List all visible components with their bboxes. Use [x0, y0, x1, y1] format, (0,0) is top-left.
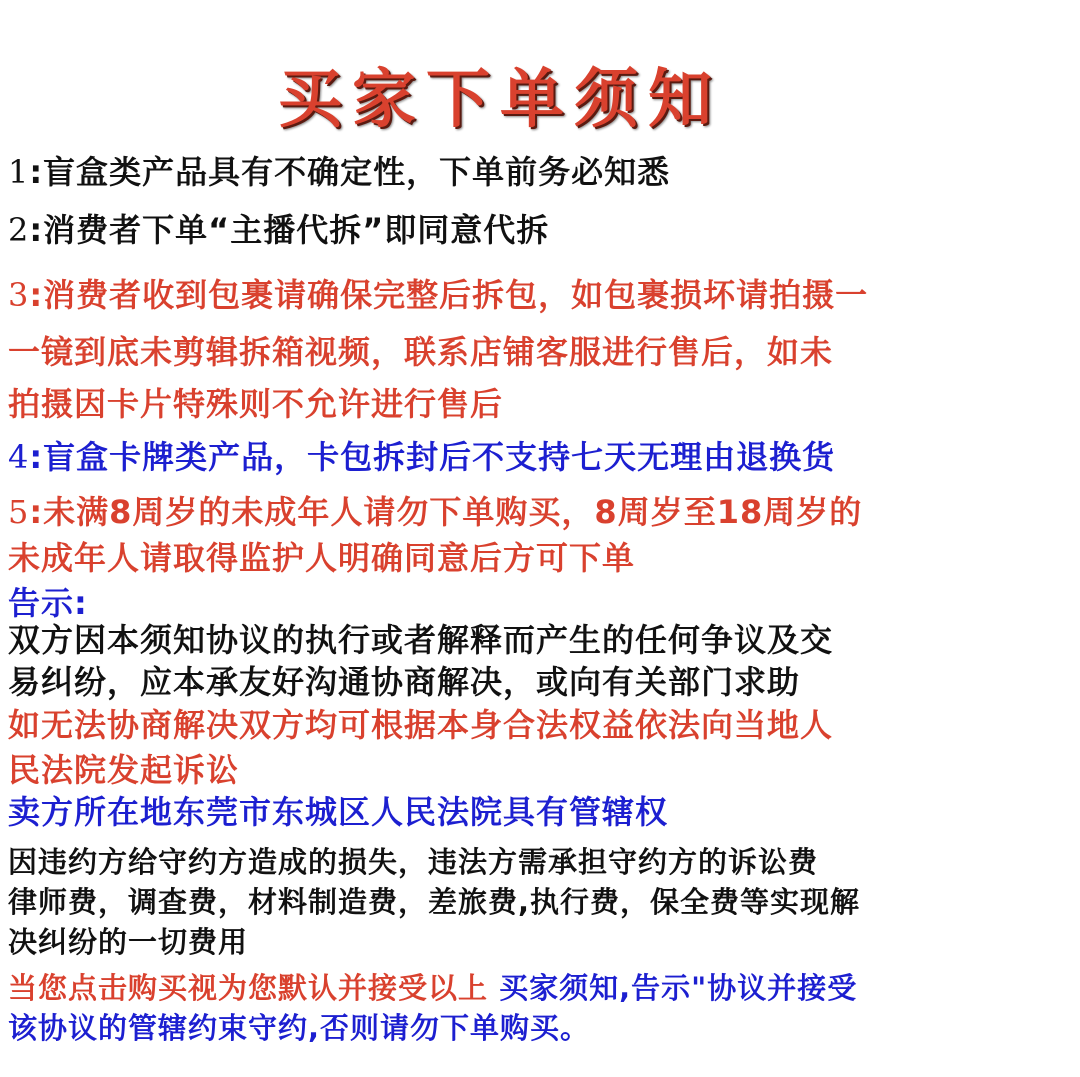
rule-3-line-1 [8, 275, 1080, 315]
rule-3-number: 3 [8, 276, 30, 314]
rule-5-number: 5 [8, 493, 30, 531]
notice-p4-line-1: 因违约方给守约方造成的损失，违法方需承担守约方的诉讼费 [8, 845, 819, 879]
rule-1 [8, 152, 1080, 192]
rule-5-line-2: 未成年人请取得监护人明确同意后方可下单 [8, 539, 636, 577]
final-red-text: 当您点击购买视为您默认并接受以上 [8, 971, 489, 1005]
rule-4 [8, 437, 1080, 477]
notice-p1-line-2: 易纠纷，应本承友好沟通协商解决，或向有关部门求助 [8, 663, 801, 701]
rule-3-line-3: 拍摄因卡片特殊则不允许进行售后 [8, 385, 504, 423]
notice-heading: 告示: [8, 584, 88, 622]
rule-3-text-1: :消费者收到包裹请确保完整后拆包，如包裹损坏请拍摄一 [29, 276, 869, 314]
notice-p2-line-2: 民法院发起诉讼 [8, 751, 240, 789]
rule-4-text: :盲盒卡牌类产品，卡包拆封后不支持七天无理由退换货 [29, 438, 836, 476]
notice-p4-line-2: 律师费，调查费，材料制造费，差旅费,执行费，保全费等实现解 [8, 885, 861, 919]
final-line-1 [8, 968, 1080, 1008]
rule-3-line-2: 一镜到底未剪辑拆箱视频，联系店铺客服进行售后，如未 [8, 333, 834, 371]
rule-2 [8, 210, 1080, 250]
rule-2-text: :消费者下单“主播代拆”即同意代拆 [29, 211, 550, 249]
rule-4-number: 4 [8, 438, 30, 476]
notice-p1-line-1: 双方因本须知协议的执行或者解释而产生的任何争议及交 [8, 621, 834, 659]
rule-1-number: 1 [8, 153, 30, 191]
rule-2-number: 2 [8, 211, 30, 249]
rule-1-text: :盲盒类产品具有不确定性，下单前务必知悉 [29, 153, 671, 191]
rule-5-line-1 [8, 492, 1080, 532]
page-title: 买家下单须知 [278, 63, 722, 137]
rule-5-text-1: :未满8周岁的未成年人请勿下单购买，8周岁至18周岁的 [29, 493, 863, 531]
notice-p3: 卖方所在地东莞市东城区人民法院具有管辖权 [8, 793, 669, 831]
notice-p2-line-1: 如无法协商解决双方均可根据本身合法权益依法向当地人 [8, 706, 834, 744]
final-blue-text-1: 买家须知,告示"协议并接受 [499, 971, 858, 1005]
final-line-2: 该协议的管辖约束守约,否则请勿下单购买。 [8, 1011, 591, 1045]
notice-p4-line-3: 决纠纷的一切费用 [8, 925, 249, 959]
